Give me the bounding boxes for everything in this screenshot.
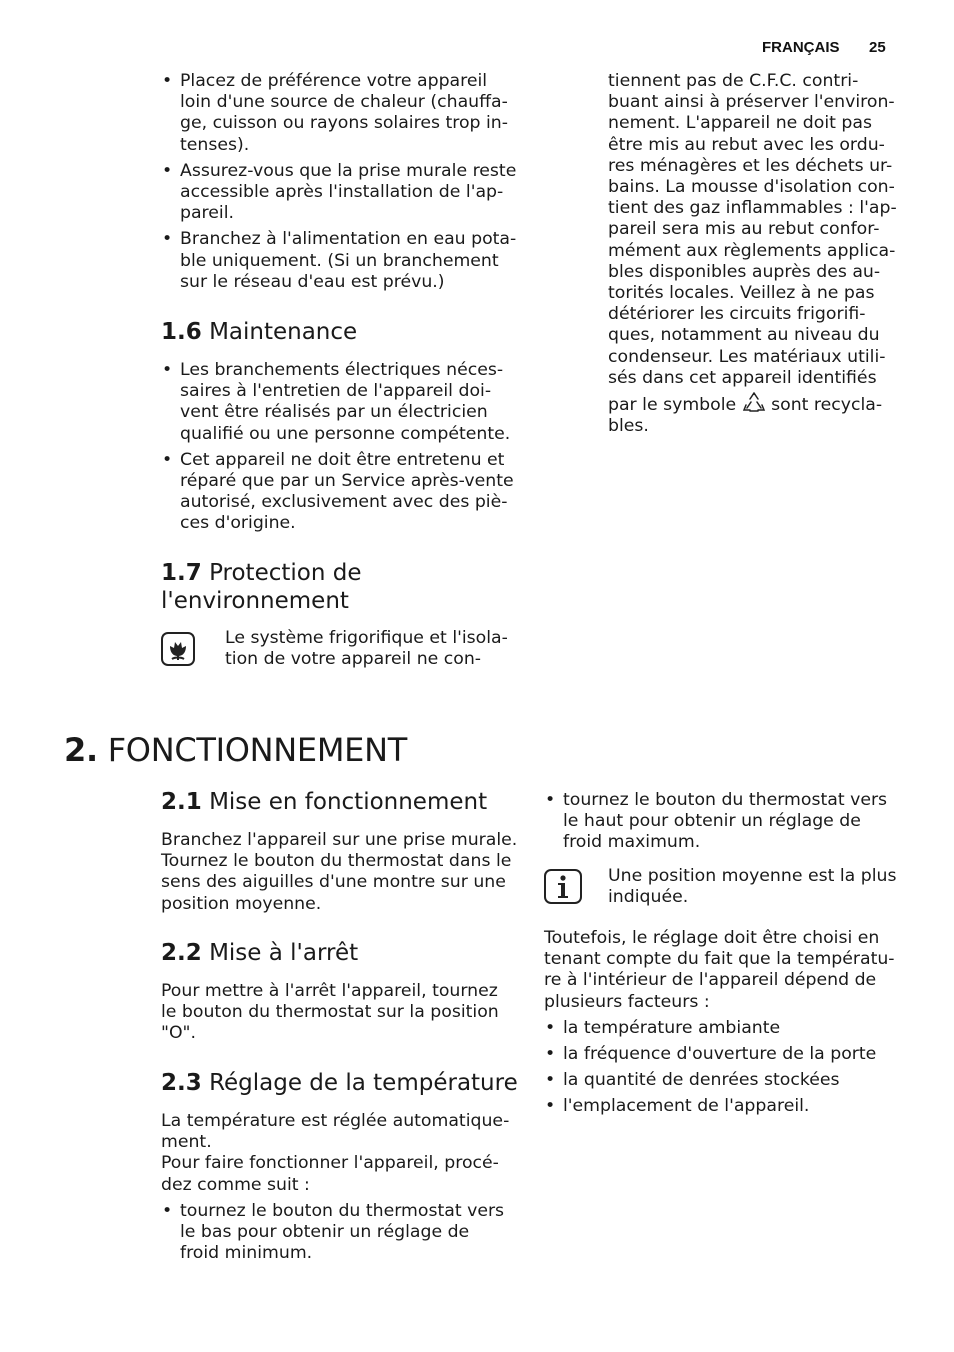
text-line: Pour faire fonctionner l'appareil, procé- <box>161 1153 499 1174</box>
section-number: 2.2 <box>161 940 202 966</box>
text-line: le bas pour obtenir un réglage de <box>180 1222 470 1243</box>
text-fragment: sont recycla- <box>771 395 883 416</box>
stop-text <box>161 981 531 1045</box>
list-item <box>161 161 521 225</box>
section-number: 1.7 <box>161 560 202 586</box>
text-line: tient des gaz inflammables : l'ap- <box>608 198 897 219</box>
text-line: être mis au rebut avec les ordu- <box>608 134 885 155</box>
text-line: re à l'intérieur de l'appareil dépend de <box>544 970 877 991</box>
info-text <box>608 866 908 908</box>
bullet-icon: • <box>162 229 173 250</box>
chapter-heading <box>64 729 407 771</box>
list-item <box>544 1018 914 1039</box>
chapter-number: 2. <box>64 731 98 769</box>
bullet-icon: • <box>162 449 173 470</box>
text-line: buant ainsi à préserver l'environ- <box>608 92 895 113</box>
bullet-icon: • <box>162 71 173 91</box>
text-line: position moyenne. <box>161 893 322 914</box>
text-line: le haut pour obtenir un réglage de <box>563 811 861 832</box>
text-line: mément aux règlements applica- <box>608 240 896 261</box>
section-title-continued: l'environnement <box>161 588 349 614</box>
text-line: la fréquence d'ouverture de la porte <box>563 1044 877 1065</box>
text-line: indiquée. <box>608 887 689 908</box>
temperature-text <box>161 1111 531 1269</box>
text-line: ge, cuisson ou rayons solaires trop in- <box>180 113 508 134</box>
text-line: pareil sera mis au rebut confor- <box>608 219 880 240</box>
text-line: la quantité de denrées stockées <box>563 1070 840 1091</box>
section-number: 2.1 <box>161 789 202 815</box>
text-line: froid minimum. <box>180 1243 313 1264</box>
text-line: ces d'origine. <box>180 513 296 534</box>
section-title: Mise à l'arrêt <box>209 940 359 966</box>
section-heading-stop <box>161 939 358 967</box>
text-line: nement. L'appareil ne doit pas <box>608 113 872 134</box>
text-line: bles disponibles auprès des au- <box>608 261 881 282</box>
environment-continued <box>608 71 908 437</box>
header-language: FRANÇAIS <box>762 39 840 56</box>
bullet-icon: • <box>545 1096 556 1117</box>
text-line: torités locales. Veillez à ne pas <box>608 283 875 304</box>
text-line: ques, notamment au niveau du <box>608 325 880 346</box>
list-item <box>544 1096 914 1117</box>
section-number: 1.6 <box>161 319 202 345</box>
bullet-icon: • <box>162 160 173 181</box>
text-line: Assurez-vous que la prise murale reste <box>180 160 517 181</box>
list-item <box>161 360 521 445</box>
text-line: tiennent pas de C.F.C. contri- <box>608 71 859 91</box>
text-line: l'emplacement de l'appareil. <box>563 1096 810 1117</box>
bullet-icon: • <box>545 1070 556 1091</box>
bullet-icon: • <box>545 790 556 810</box>
section-heading-start <box>161 788 487 816</box>
text-line: loin d'une source de chaleur (chauffa- <box>180 92 508 113</box>
text-line: bains. La mousse d'isolation con- <box>608 177 895 198</box>
text-line: Tournez le bouton du thermostat dans le <box>161 851 512 872</box>
text-line: froid maximum. <box>563 832 701 853</box>
section-title: Réglage de la température <box>209 1070 518 1096</box>
text-line: "O". <box>161 1023 196 1044</box>
recycle-icon <box>742 391 766 413</box>
list-item <box>161 450 521 535</box>
text-line: sens des aiguilles d'une montre sur une <box>161 872 506 893</box>
bullet-icon: • <box>162 360 173 380</box>
list-item <box>161 71 521 156</box>
text-line: sur le réseau d'eau est prévu.) <box>180 271 445 292</box>
text-line: res ménagères et les déchets ur- <box>608 155 893 176</box>
section-title: Maintenance <box>209 319 358 345</box>
text-line: condenseur. Les matériaux utili- <box>608 346 886 367</box>
text-line: Cet appareil ne doit être entretenu et <box>180 449 505 470</box>
text-line: saires à l'entretien de l'appareil doi- <box>180 381 492 402</box>
bullet-icon: • <box>545 1044 556 1065</box>
text-fragment: par le symbole <box>608 395 737 416</box>
text-line: Pour mettre à l'arrêt l'appareil, tournez <box>161 981 498 1001</box>
text-line: le bouton du thermostat sur la position <box>161 1002 499 1023</box>
text-line: dez comme suit : <box>161 1174 310 1195</box>
text-line: Branchez à l'alimentation en eau pota- <box>180 229 517 250</box>
text-line: Branchez l'appareil sur une prise murale. <box>161 830 518 850</box>
list-item <box>161 229 521 293</box>
text-line: Toutefois, le réglage doit être choisi en <box>544 928 880 948</box>
text-line: Les branchements électriques néces- <box>180 360 504 380</box>
text-line: tenant compte du fait que la températu- <box>544 949 895 970</box>
bullet-icon: • <box>545 1017 556 1038</box>
bullet-icon: • <box>162 1200 173 1221</box>
list-item <box>544 1070 914 1091</box>
section-title: Protection de <box>209 560 362 586</box>
text-line: détériorer les circuits frigorifi- <box>608 304 866 325</box>
text-line: tenses). <box>180 134 250 155</box>
text-line: réparé que par un Service après-vente <box>180 471 514 492</box>
left-top-bullets <box>161 71 521 298</box>
maintenance-bullets <box>161 360 521 540</box>
text-line: tournez le bouton du thermostat vers <box>180 1200 505 1221</box>
text-line: Placez de préférence votre appareil <box>180 71 488 91</box>
text-line: sés dans cet appareil identifiés <box>608 367 877 388</box>
text-line: ment. <box>161 1132 212 1153</box>
section-number: 2.3 <box>161 1070 202 1096</box>
list-item <box>544 1044 914 1065</box>
text-line: la température ambiante <box>563 1017 781 1038</box>
start-text <box>161 830 531 915</box>
environment-text <box>225 628 525 670</box>
text-line: Une position moyenne est la plus <box>608 866 897 886</box>
text-line: Le système frigorifique et l'isola- <box>225 628 508 648</box>
chapter-title: FONCTIONNEMENT <box>107 731 407 769</box>
max-cold-bullet <box>544 790 904 859</box>
text-line: bles. <box>608 416 649 437</box>
text-line: tournez le bouton du thermostat vers <box>563 790 888 810</box>
section-heading-maintenance <box>161 318 357 346</box>
text-line: plusieurs facteurs : <box>544 991 710 1012</box>
list-item <box>544 790 904 854</box>
info-icon <box>544 869 582 904</box>
page-number: 25 <box>869 39 886 56</box>
text-line: accessible après l'installation de l'ap- <box>180 182 504 203</box>
section-heading-environment <box>161 559 361 615</box>
environment-icon <box>161 632 195 666</box>
text-line: pareil. <box>180 203 235 224</box>
text-line: La température est réglée automatique- <box>161 1111 510 1131</box>
text-line: vent être réalisés par un électricien <box>180 402 488 423</box>
factors-text <box>544 928 914 1123</box>
text-line: ble uniquement. (Si un branchement <box>180 250 499 271</box>
list-item <box>161 1201 531 1265</box>
section-heading-temperature <box>161 1069 518 1097</box>
text-line: qualifié ou une personne compétente. <box>180 423 511 444</box>
text-line: autorisé, exclusivement avec des piè- <box>180 492 508 513</box>
text-line <box>608 391 908 416</box>
section-title: Mise en fonctionnement <box>209 789 488 815</box>
text-line: tion de votre appareil ne con- <box>225 649 482 670</box>
